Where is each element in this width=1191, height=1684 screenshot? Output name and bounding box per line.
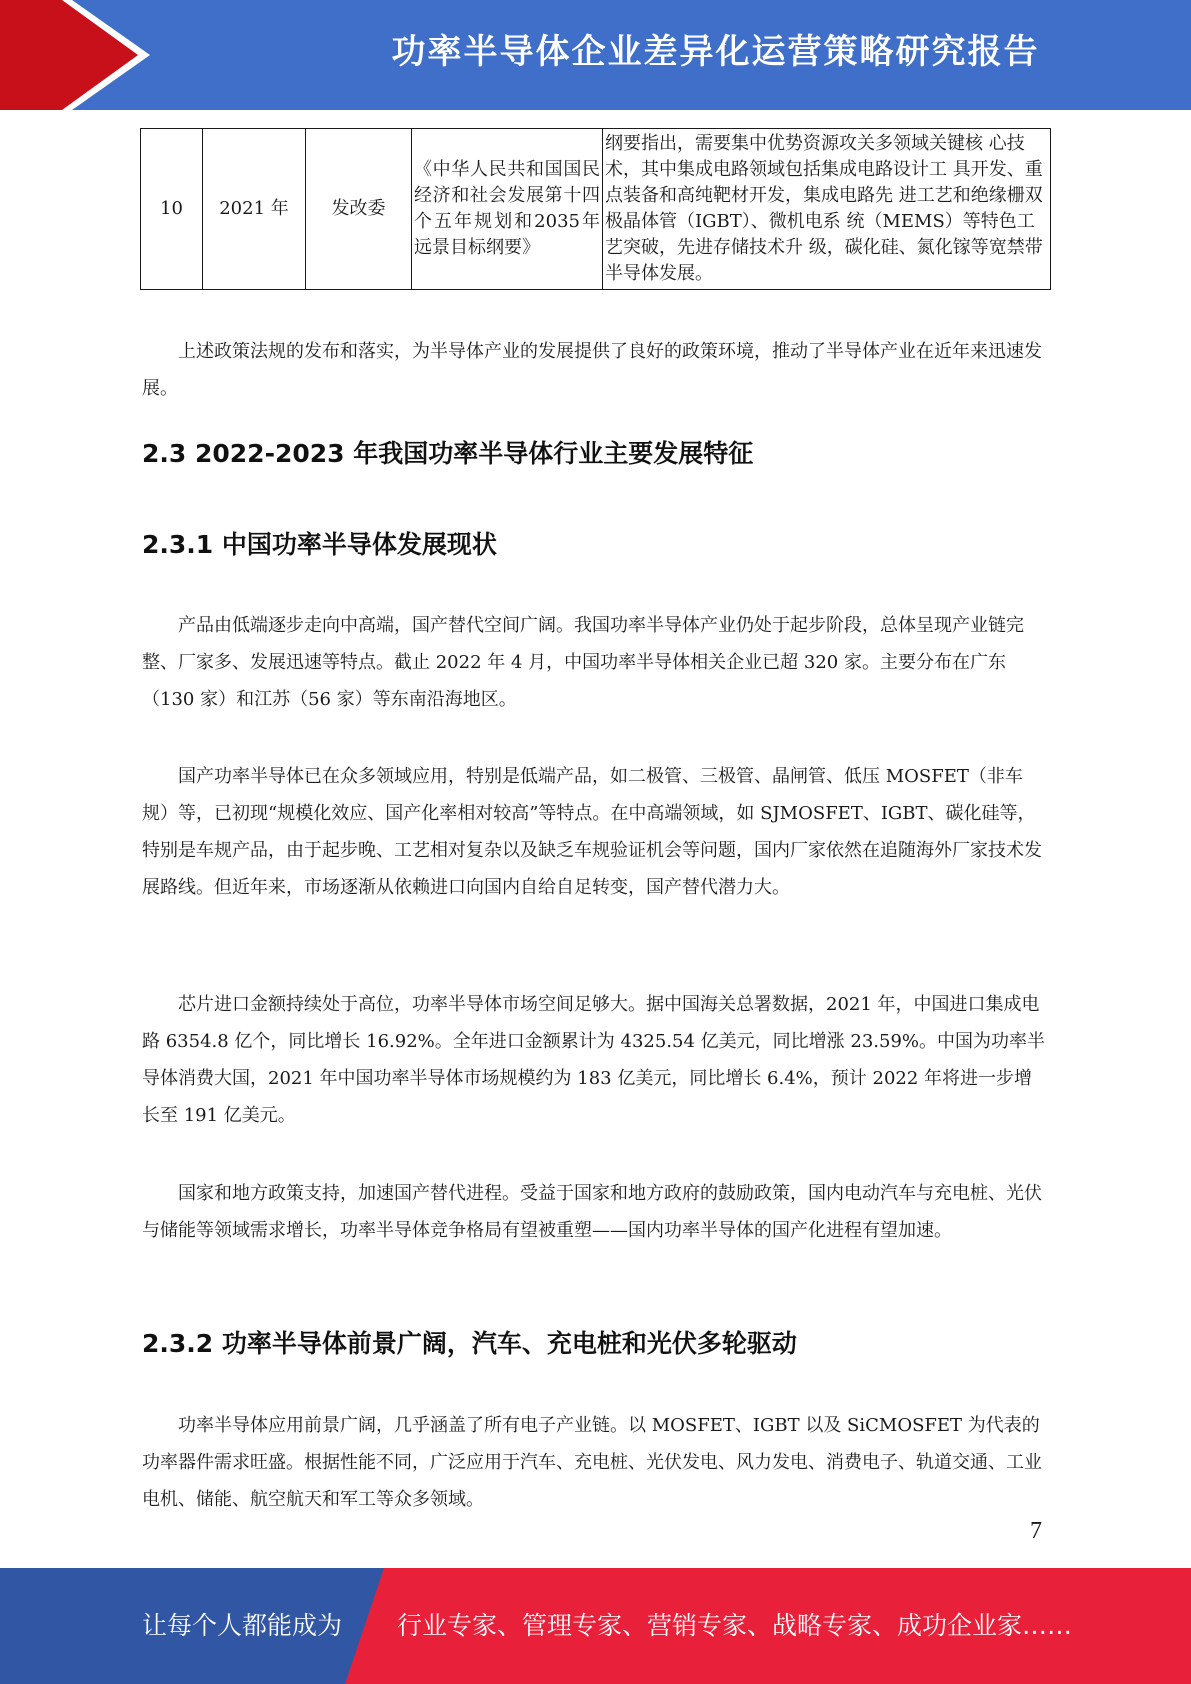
section-heading-2-3: 2.3 2022-2023 年我国功率半导体行业主要发展特征 [142, 439, 754, 468]
paragraph-domestic-application: 国产功率半导体已在众多领域应用，特别是低端产品，如二极管、三极管、晶闸管、低压 MOSFET（非车规）等，已初现“规模化效应、国产化率相对较高”等特点。在中高端领域，如 SJMOSFET、IGBT、碳化硅等，特别是车规产品，由于起步晚、工艺相对复杂以及缺乏车规验证机会等问题，国内厂家依然在追随海外厂家技术发展路线。但近年来，市场逐渐从依赖进口向国内自给自足转变，国产替代潜力大。 [142, 766, 1042, 898]
footer-slogan-right: 行业专家、管理专家、营销专家、战略专家、成功企业家…… [397, 1611, 1073, 1640]
paragraph-product-upgrade: 产品由低端逐步走向中高端，国产替代空间广阔。我国功率半导体产业仍处于起步阶段，总体呈现产业链完整、厂家多、发展迅速等特点。截止 2022 年 4 月，中国功率半导体相关企业已超 320 家。主要分布在广东（130 家）和江苏（56 家）等东南沿海地区。 [142, 615, 1024, 710]
table-cell-year: 2021 年 [203, 129, 306, 290]
page-number: 7 [1030, 1518, 1042, 1544]
paragraph-import-market: 芯片进口金额持续处于高位，功率半导体市场空间足够大。据中国海关总署数据，2021 年，中国进口集成电路 6354.8 亿个，同比增长 16.92%。全年进口金额累计为 4325.54 亿美元，同比增涨 23.59%。中国为功率半导体消费大国，2021 年中国功率半导体市场规模约为 183 亿美元，同比增长 6.4%，预计 2022 年将进一步增长至 191 亿美元。 [142, 994, 1046, 1126]
policy-summary-paragraph: 上述政策法规的发布和落实，为半导体产业的发展提供了良好的政策环境，推动了半导体产业在近年来迅速发展。 [142, 341, 1042, 399]
section-heading-2-3-1: 2.3.1 中国功率半导体发展现状 [142, 530, 497, 559]
table-cell-summary: 纲要指出，需要集中优势资源攻关多领域关键核 心技术，其中集成电路领域包括集成电路设计工 具开发、重点装备和高纯靶材开发，集成电路先 进工艺和绝缘栅双极晶体管（IGBT）、微机电系 统（MEMS）等特色工艺突破，先进存储技术升 级，碳化硅、氮化镓等宽禁带半导体发展。 [603, 129, 1051, 290]
policy-table [140, 128, 1051, 290]
paragraph-application-prospects: 功率半导体应用前景广阔，几乎涵盖了所有电子产业链。以 MOSFET、IGBT 以及 SiCMOSFET 为代表的功率器件需求旺盛。根据性能不同，广泛应用于汽车、充电桩、光伏发电、风力发电、消费电子、轨道交通、工业电机、储能、航空航天和军工等众多领域。 [142, 1415, 1042, 1510]
report-title: 功率半导体企业差异化运营策略研究报告 [391, 32, 1040, 72]
paragraph-policy-support: 国家和地方政策支持，加速国产替代进程。受益于国家和地方政府的鼓励政策，国内电动汽车与充电桩、光伏与储能等领域需求增长，功率半导体竞争格局有望被重塑——国内功率半导体的国产化进程有望加速。 [142, 1183, 1042, 1241]
table-row [141, 129, 1051, 290]
footer-slogan-left: 让每个人都能成为 [142, 1611, 343, 1640]
table-cell-no: 10 [141, 129, 203, 290]
table-cell-document: 《中华人民共和国国民经济和社会发展第十四个五年规划和2035年远景目标纲要》 [412, 129, 603, 290]
page-header [0, 0, 1191, 110]
section-heading-2-3-2: 2.3.2 功率半导体前景广阔，汽车、充电桩和光伏多轮驱动 [142, 1329, 797, 1358]
table-cell-org: 发改委 [306, 129, 412, 290]
page-footer [0, 1568, 1191, 1684]
